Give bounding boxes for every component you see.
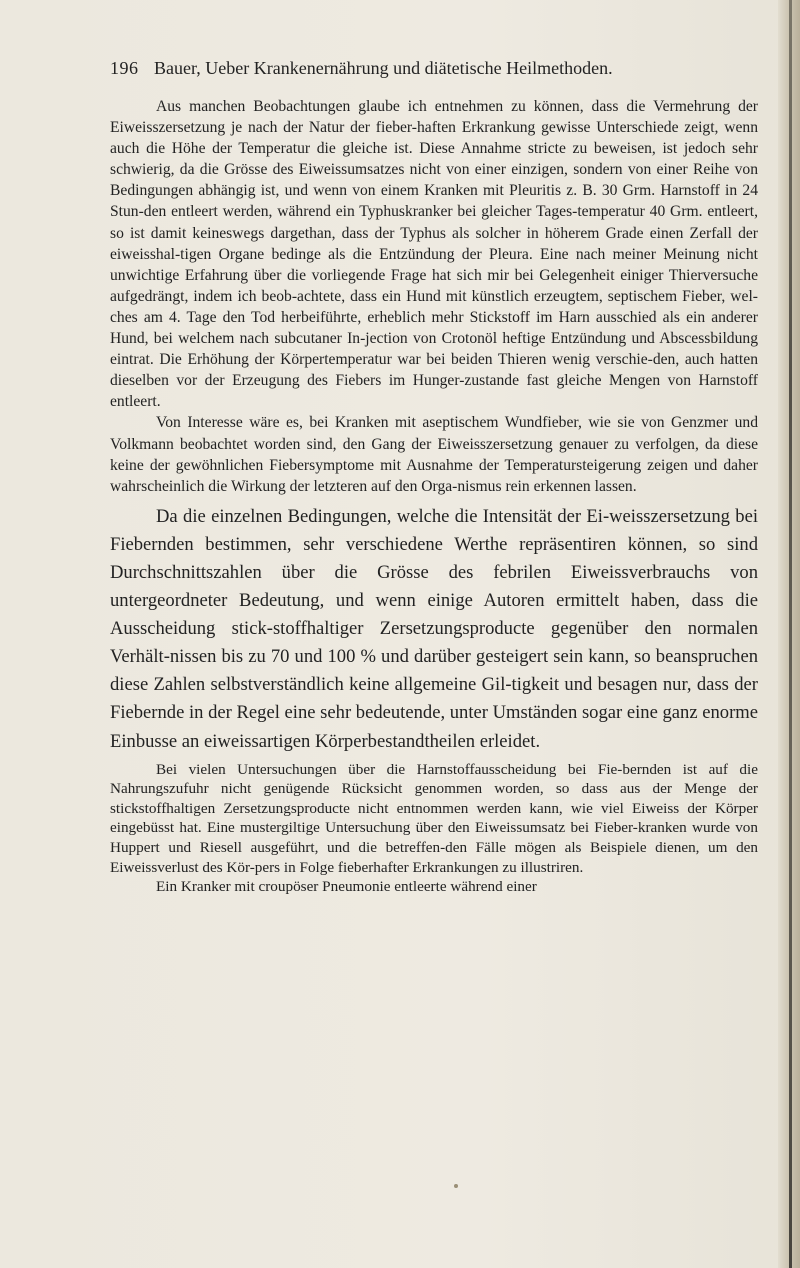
page-number: 196 [110, 58, 139, 78]
paper-speck [454, 1184, 458, 1188]
body-text [110, 96, 758, 897]
paragraph-1: Aus manchen Beobachtungen glaube ich entnehmen zu können, dass die Vermehrung der Eiweisszersetzung je nach der Natur der fieber-haften Erkrankung gewisse Unterschiede zeigt, wenn auch die Höhe der Temperatur die gleiche ist. Diese Annahme stricte zu beweisen, ist jedoch sehr schwierig, da die Grösse des Eiweissumsatzes nicht von einer einzigen, sondern von einer Reihe von Bedingungen abhängig ist, und wenn von einem Kranken mit Pleuritis z. B. 30 Grm. Harnstoff in 24 Stun-den entleert werden, während ein Typhuskranker bei gleicher Tages-temperatur 40 Grm. entleert, so ist damit keineswegs dargethan, dass der Typhus als solcher in höherem Grade einen Zerfall der eiweisshal-tigen Organe bedinge als die Entzündung der Pleura. Eine nach meiner Meinung nicht unwichtige Erfahrung über die vorliegende Frage hat sich mir bei Gelegenheit einiger Thierversuche aufgedrängt, indem ich beob-achtete, dass ein Hund mit künstlich erzeugtem, septischem Fieber, wel-ches am 4. Tage den Tod herbeiführte, erheblich mehr Stickstoff im Harn ausschied als ein anderer Hund, bei welchem nach subcutaner In-jection von Crotonöl heftige Entzündung und Abscessbildung eintrat. Die Erhöhung der Körpertemperatur war bei beiden Thieren wenig verschie-den, auch hatten dieselben vor der Erzeugung des Fiebers im Hunger-zustande fast gleiche Mengen von Harnstoff entleert. [110, 98, 758, 411]
running-head: Bauer, Ueber Krankenernährung und diätetische Heilmethoden. [154, 58, 613, 78]
paragraph-2: Von Interesse wäre es, bei Kranken mit aseptischem Wundfieber, wie sie von Genzmer und Volkmann beobachtet worden sind, den Gang der Eiweisszersetzung genauer zu verfolgen, da diese keine der gewöhnlichen Fiebersymptome mit Ausnahme der Temperatursteigerung zeigen und daher wahrscheinlich die Wirkung der letzteren auf den Orga-nismus rein erkennen lassen. [110, 414, 758, 495]
paragraph-4: Bei vielen Untersuchungen über die Harnstoffausscheidung bei Fie-bernden ist auf die Nahrungszufuhr nicht genügende Rücksicht genommen worden, so dass aus der Menge der stickstoffhaltigen Zersetzungsproducte nicht entnommen werden kann, wie viel Eiweiss der Körper eingebüsst hat. Eine mustergiltige Untersuchung über den Eiweissumsatz bei Fieber-kranken wurde von Huppert und Riesell ausgeführt, und die betreffen-den Fälle mögen als Beispiele dienen, um den Eiweissverlust des Kör-pers in Folge fieberhafter Erkrankungen zu illustriren. [110, 760, 758, 876]
binding-shadow [789, 0, 792, 1268]
paragraph-5: Ein Kranker mit croupöser Pneumonie entleerte während einer [156, 878, 537, 896]
page-header [110, 58, 750, 82]
paragraph-3: Da die einzelnen Bedingungen, welche die Intensität der Ei-weisszersetzung bei Fiebernden bestimmen, sehr verschiedene Werthe repräsentiren können, so sind Durchschnittszahlen über die Grösse des febrilen Eiweissverbrauchs von untergeordneter Bedeutung, und wenn einige Autoren ermittelt haben, dass die Ausscheidung stick-stoffhaltiger Zersetzungsproducte gegenüber den normalen Verhält-nissen bis zu 70 und 100 % und darüber gesteigert sein kann, so beanspruchen diese Zahlen selbstverständlich keine allgemeine Gil-tigkeit und besagen nur, dass der Fiebernde in der Regel eine sehr bedeutende, unter Umständen sogar eine ganz enorme Einbusse an eiweissartigen Körperbestandtheilen erleidet. [110, 505, 758, 752]
